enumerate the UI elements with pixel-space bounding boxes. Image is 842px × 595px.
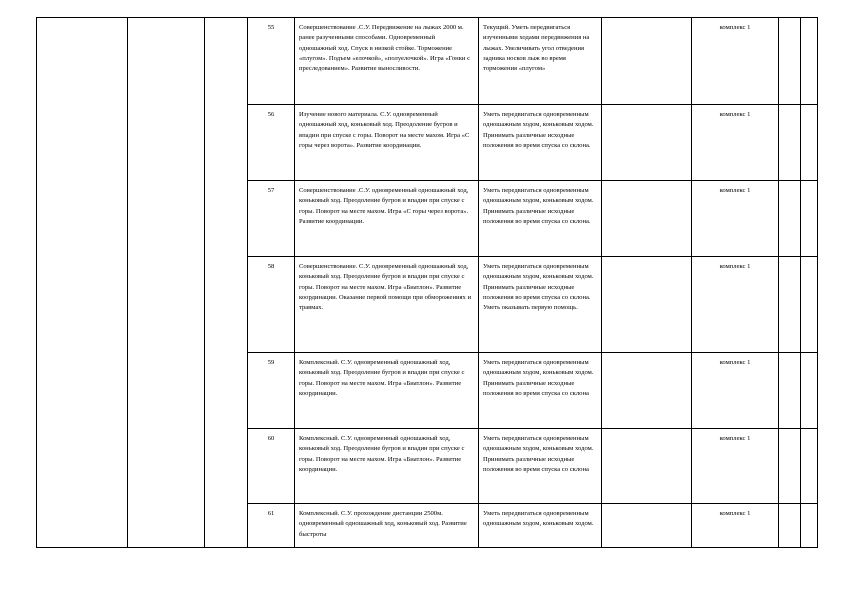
lesson-control: комплекс 1	[692, 105, 779, 181]
lesson-control: комплекс 1	[692, 429, 779, 504]
lesson-control: комплекс 1	[692, 257, 779, 353]
empty-cell	[801, 353, 818, 429]
lesson-number: 61	[248, 504, 295, 548]
lesson-requirements: Уметь передвигаться одновременным одношажным ходом, коньковым ходом. Принимать различные исходные положения во время спуска со склона	[479, 429, 602, 504]
empty-cell	[779, 353, 801, 429]
lesson-number: 56	[248, 105, 295, 181]
empty-cell	[37, 18, 128, 548]
lesson-theme: Изучение нового материала. С.У. одновременный одношажный ход, коньковый ход. Преодоление бугров и впадин при спуске с горы. Поворот на месте махом. Игра «С горы через ворота». Развитие координации.	[295, 105, 479, 181]
lesson-plan-table	[36, 17, 818, 548]
lesson-control: комплекс 1	[692, 504, 779, 548]
empty-cell	[801, 429, 818, 504]
empty-cell	[801, 105, 818, 181]
lesson-requirements: Уметь передвигаться одновременным одношажным ходом, коньковым ходом. Принимать различные исходные положения во время спуска со склона.	[479, 105, 602, 181]
empty-cell	[801, 18, 818, 105]
lesson-requirements: Текущий. Уметь передвигаться изученными ходами передвижения на лыжах. Увеличивать угол отведения задника носков лыж во время торможения «плугом»	[479, 18, 602, 105]
empty-cell	[779, 429, 801, 504]
lesson-theme: Совершенствование .С.У. Передвижение на лыжах 2000 м. ранее разученными способами. Одновременный одношажный ход. Спуск в низкой стойке. Торможение «плугом». Подъем «елочкой», «полуелочкой». Игра «Гонки с преследованием». Развитие выносливости.	[295, 18, 479, 105]
empty-cell	[205, 18, 248, 548]
empty-cell	[128, 18, 205, 548]
lesson-theme: Совершенствование. С.У. одновременный одношажный ход, коньковый ход. Преодоление бугров и впадин при спуске с горы. Поворот на месте махом. Игра «Биатлон». Развитие координации. Оказание первой помощи при обморожениях и травмах.	[295, 257, 479, 353]
empty-cell	[602, 353, 692, 429]
empty-cell	[602, 504, 692, 548]
lesson-theme: Комплексный. С.У. одновременный одношажный ход, коньковый ход. Преодоление бугров и впадин при спуске с горы. Поворот на месте махом. Игра «Биатлон». Развитие координации.	[295, 353, 479, 429]
empty-cell	[779, 257, 801, 353]
empty-cell	[779, 105, 801, 181]
lesson-requirements: Уметь передвигаться одновременным одношажным ходом, коньковым ходом. Принимать различные исходные положения во время спуска со склона.	[479, 181, 602, 257]
lesson-number: 55	[248, 18, 295, 105]
lesson-requirements: Уметь передвигаться одновременным одношажным ходом, коньковым ходом. Принимать различные исходные положения во время спуска со склона	[479, 353, 602, 429]
empty-cell	[801, 504, 818, 548]
lesson-requirements: Уметь передвигаться одновременным одношажным ходом, коньковым ходом.	[479, 504, 602, 548]
empty-cell	[801, 181, 818, 257]
lesson-control: комплекс 1	[692, 18, 779, 105]
empty-cell	[602, 429, 692, 504]
lesson-control: комплекс 1	[692, 353, 779, 429]
lesson-number: 59	[248, 353, 295, 429]
empty-cell	[602, 18, 692, 105]
empty-cell	[779, 18, 801, 105]
lesson-number: 57	[248, 181, 295, 257]
lesson-theme: Совершенствование .С.У. одновременный одношажный ход, коньковый ход. Преодоление бугров и впадин при спуске с горы. Поворот на месте махом. Игра «С горы через ворота». Развитие координации.	[295, 181, 479, 257]
empty-cell	[801, 257, 818, 353]
lesson-theme: Комплексный. С.У. прохождение дистанции 2500м. одновременный одношажный ход, коньковый ход. Развитие быстроты	[295, 504, 479, 548]
empty-cell	[602, 257, 692, 353]
lesson-requirements: Уметь передвигаться одновременным одношажным ходом, коньковым ходом. Принимать различные исходные положения во время спуска со склона. Уметь оказывать первую помощь.	[479, 257, 602, 353]
lesson-number: 58	[248, 257, 295, 353]
empty-cell	[602, 105, 692, 181]
lesson-control: комплекс 1	[692, 181, 779, 257]
table-row	[37, 18, 818, 105]
empty-cell	[779, 504, 801, 548]
empty-cell	[779, 181, 801, 257]
lesson-number: 60	[248, 429, 295, 504]
lesson-theme: Комплексный. С.У. одновременный одношажный ход, коньковый ход. Преодоление бугров и впадин при спуске с горы. Поворот на месте махом. Игра «Биатлон». Развитие координации.	[295, 429, 479, 504]
empty-cell	[602, 181, 692, 257]
